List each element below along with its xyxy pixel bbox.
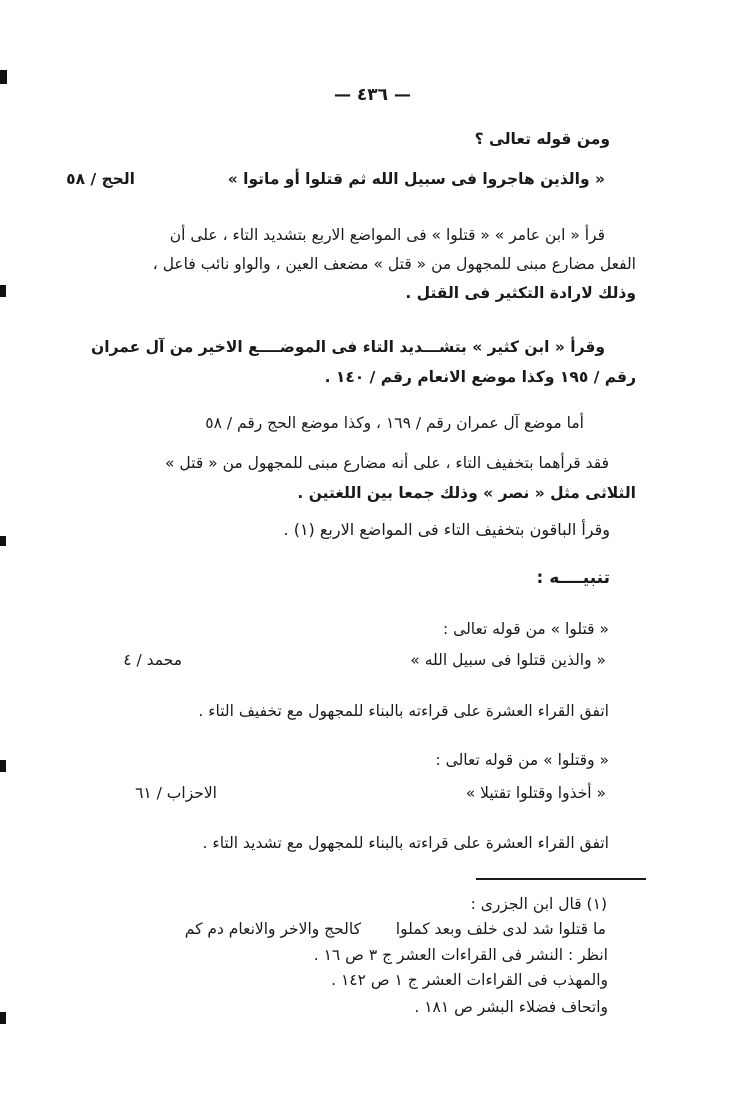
- paragraph-line: فقد قرأهما بتخفيف التاء ، على أنه مضارع مبنى للمجهول من « قتل »: [165, 454, 609, 472]
- paragraph-line: وقرأ « ابن كثير » بتشـــديد التاء فى الموضــــع الاخير من آل عمران: [91, 338, 605, 356]
- block-2-intro: « وقتلوا » من قوله تعالى :: [435, 751, 609, 769]
- block-2-note: اتفق القراء العشرة على قراءته بالبناء للمجهول مع تشديد التاء .: [202, 834, 609, 852]
- paragraph-line: الفعل مضارع مبنى للمجهول من « قتل » مضعف العين ، والواو نائب فاعل ،: [152, 255, 636, 273]
- footnote-lead: (١) قال ابن الجزرى :: [470, 895, 607, 913]
- scan-edge-mark: [0, 70, 7, 84]
- intro-line: ومن قوله تعالى ؟: [474, 130, 610, 148]
- scan-edge-mark: [0, 536, 6, 546]
- verse-1-reference: الحج / ٥٨: [66, 170, 135, 188]
- block-1-intro: « قتلوا » من قوله تعالى :: [443, 620, 609, 638]
- scan-edge-mark: [0, 1012, 6, 1024]
- paragraph-line: وذلك لارادة التكثير فى القتل .: [405, 284, 636, 302]
- paragraph-line: رقم / ١٩٥ وكذا موضع الانعام رقم / ١٤٠ .: [324, 368, 636, 386]
- notice-heading: تنبيــــه :: [536, 568, 610, 588]
- block-2-reference: الاحزاب / ٦١: [135, 784, 217, 802]
- block-1-reference: محمد / ٤: [123, 651, 182, 669]
- block-2-verse: « أخذوا وقتلوا تقتيلا »: [465, 784, 606, 802]
- footnote-reference: والمهذب فى القراءات العشر ج ١ ص ١٤٢ .: [331, 971, 608, 989]
- paragraph-line: أما موضع آل عمران رقم / ١٦٩ ، وكذا موضع الحج رقم / ٥٨: [205, 414, 584, 432]
- block-1-note: اتفق القراء العشرة على قراءته بالبناء للمجهول مع تخفيف التاء .: [198, 702, 609, 720]
- paragraph-line: الثلاثى مثل « نصر » وذلك جمعا بين اللغتين .: [297, 484, 636, 502]
- footnote-reference: انظر : النشر فى القراءات العشر ج ٣ ص ١٦ .: [313, 946, 608, 964]
- footnote-reference: واتحاف فضلاء البشر ص ١٨١ .: [414, 998, 608, 1016]
- page-number: — ٤٣٦ —: [334, 85, 411, 105]
- scan-edge-mark: [0, 760, 6, 772]
- footnote-separator: [476, 878, 646, 880]
- paragraph-line: قرأ « ابن عامر » « قتلوا » فى المواضع الاربع بتشديد التاء ، على أن: [169, 226, 605, 244]
- scan-edge-mark: [0, 285, 6, 297]
- paragraph-line: وقرأ الباقون بتخفيف التاء فى المواضع الاربع (١) .: [283, 520, 610, 539]
- block-1-verse: « والذين قتلوا فى سبيل الله »: [410, 651, 606, 669]
- verse-1: « والذين هاجروا فى سبيل الله ثم قتلوا أو ماتوا »: [227, 170, 605, 188]
- footnote-poem-second-half: كالحج والاخر والانعام دم كم: [184, 920, 361, 938]
- footnote-poem-first-half: ما قتلوا شد لدى خلف وبعد كملوا: [395, 920, 606, 938]
